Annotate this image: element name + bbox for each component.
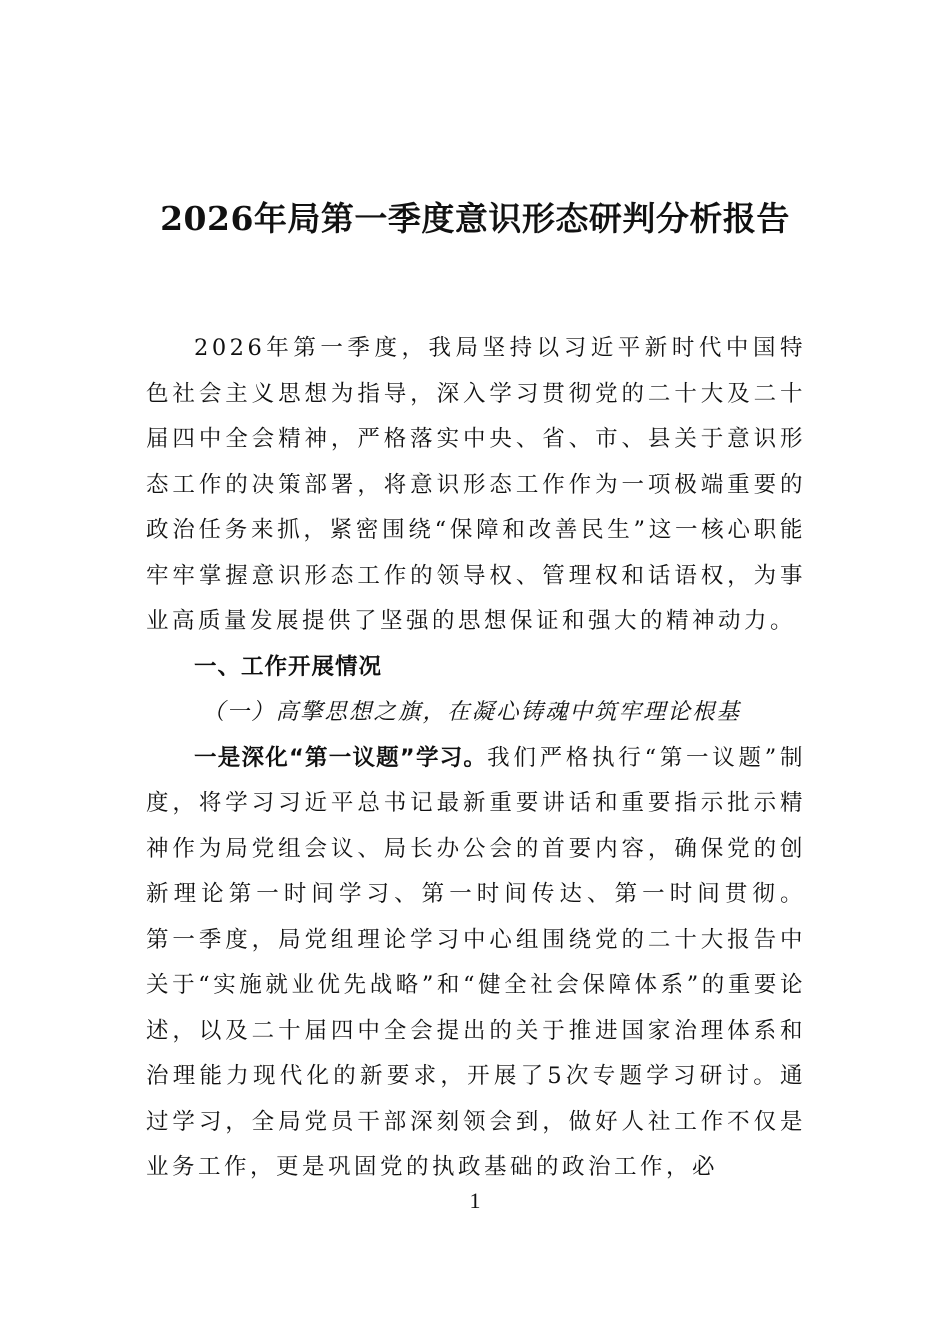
document-title: 2026年局第一季度意识形态研判分析报告	[160, 199, 790, 238]
section-heading: 一、工作开展情况	[194, 653, 383, 680]
subsection-heading: （一）高擎思想之旗，在凝心铸魂中筑牢理论根基	[202, 699, 742, 725]
point-text: 我们严格执行“第一议题”制度，将学习习近平总书记最新重要讲话和重要指示批示精神作为局党组会议、局长办公会的首要内容，确保党的创新理论第一时间学习、第一时间传达、第一时间贯彻。 第一季度，局党组理论学习中心组围绕党的二十大报告中关于“实施就业优先战略”和“健全社会保障体系”的重要论述，以及二十届四中全会提出的关于推进国家治理体系和治理能力现代化的新要求，开展了5次专题学习研讨。通过学习，全局党员干部深刻领会到，做好人社工作不仅是业务工作，更是巩固党的执政基础的政治工作，必	[146, 744, 806, 1180]
intro-paragraph: 2026年第一季度，我局坚持以习近平新时代中国特色社会主义思想为指导，深入学习贯彻党的二十大及二十届四中全会精神，严格落实中央、省、市、县关于意识形态工作的决策部署，将意识形态工作作为一项极端重要的政治任务来抓，紧密围绕“保障和改善民生”这一核心职能牢牢掌握意识形态工作的领导权、管理权和话语权，为事业高质量发展提供了坚强的思想保证和强大的精神动力。	[146, 335, 806, 634]
document-body	[146, 326, 806, 1191]
point-paragraph	[146, 736, 806, 1191]
page-number: 1	[469, 1188, 481, 1213]
point-lead: 一是深化“第一议题”学习。	[194, 744, 488, 771]
